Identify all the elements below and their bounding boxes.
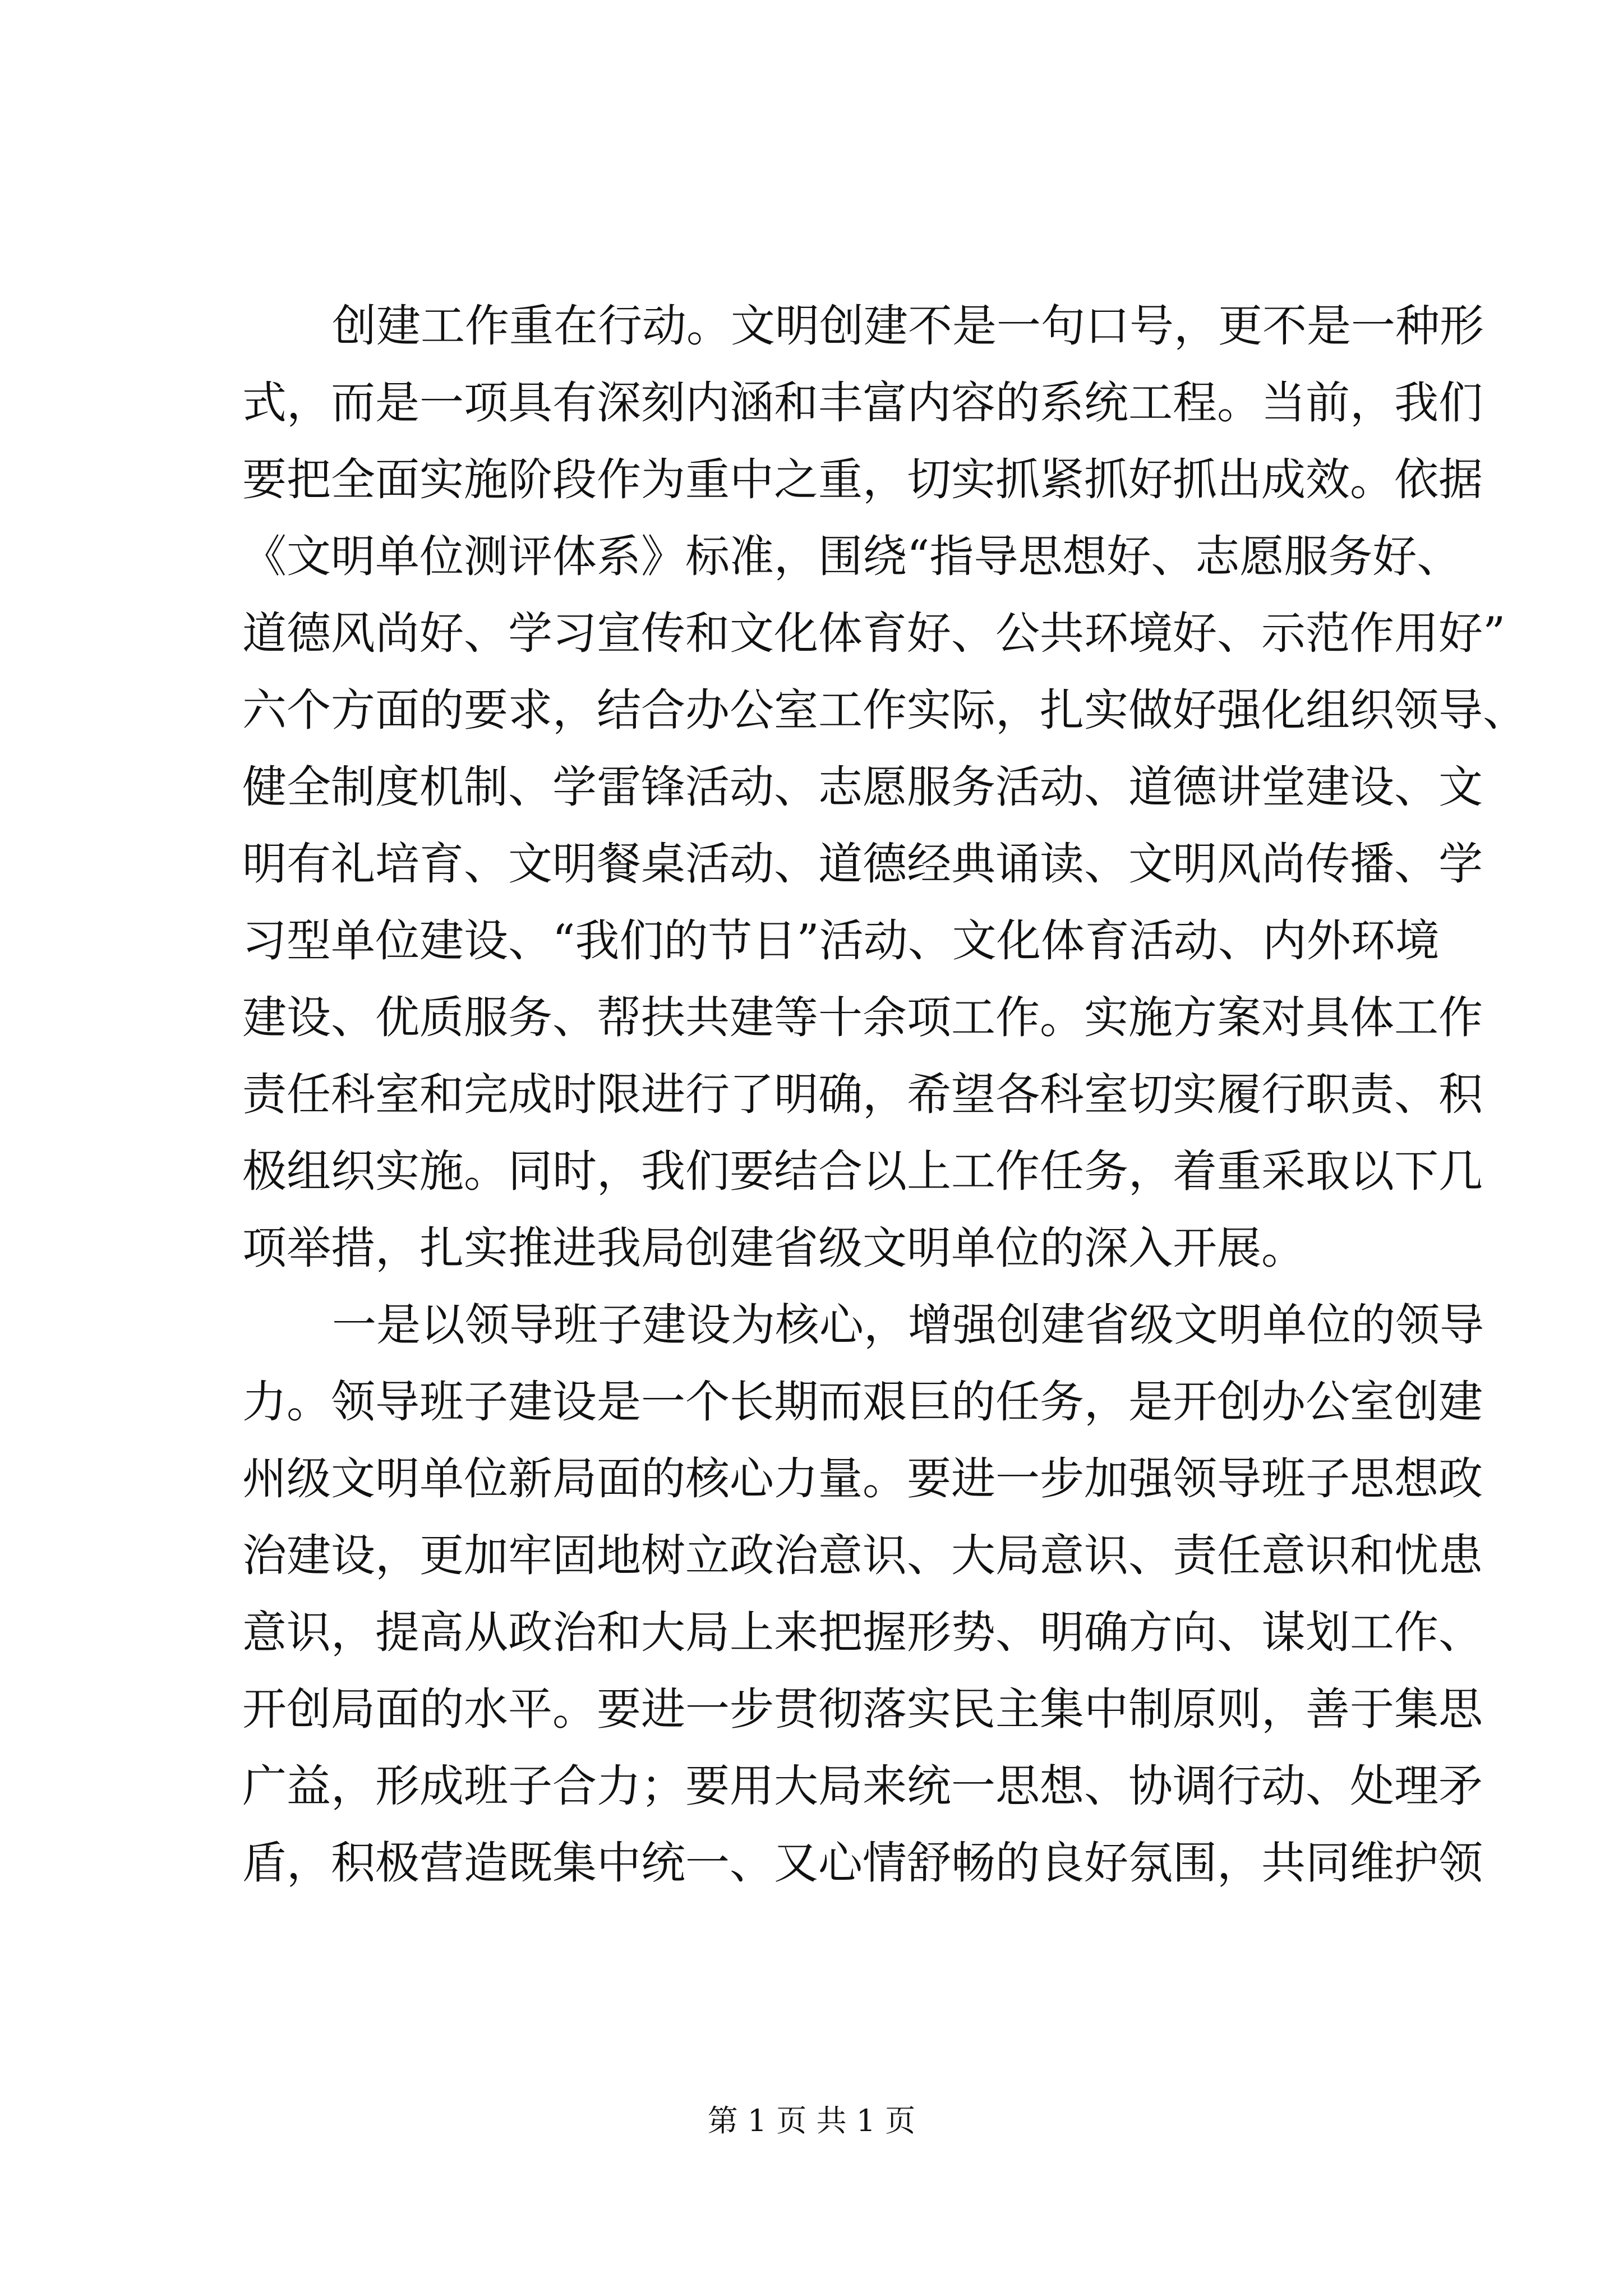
text-line: 《文明单位测评体系》标准，围绕“指导思想好、志愿服务好、 [242, 531, 1461, 582]
text-line: 道德风尚好、学习宣传和文化体育好、公共环境好、示范作用好” [242, 608, 1506, 659]
text-line: 盾，积极营造既集中统一、又心情舒畅的良好氛围，共同维护领 [242, 1837, 1483, 1889]
text-line: 一是以领导班子建设为核心，增强创建省级文明单位的领导 [332, 1299, 1484, 1351]
text-line: 治建设，更加牢固地树立政治意识、大局意识、责任意识和忧患 [242, 1530, 1483, 1581]
text-line: 明有礼培育、文明餐桌活动、道德经典诵读、文明风尚传播、学 [242, 838, 1483, 890]
page-number: 第 1 页 共 1 页 [707, 2103, 916, 2138]
text-line: 意识，提高从政治和大局上来把握形势、明确方向、谋划工作、 [242, 1607, 1483, 1658]
text-line: 要把全面实施阶段作为重中之重，切实抓紧抓好抓出成效。依据 [242, 454, 1483, 505]
text-line: 式，而是一项具有深刻内涵和丰富内容的系统工程。当前，我们 [242, 377, 1483, 429]
page-footer [0, 2101, 1623, 2141]
text-line: 极组织实施。同时，我们要结合以上工作任务，着重采取以下几 [242, 1145, 1483, 1197]
text-line: 力。领导班子建设是一个长期而艰巨的任务，是开创办公室创建 [242, 1376, 1483, 1428]
text-line: 开创局面的水平。要进一步贯彻落实民主集中制原则，善于集思 [242, 1683, 1483, 1735]
text-line: 六个方面的要求，结合办公室工作实际，扎实做好强化组织领导、 [242, 684, 1527, 736]
document-body [242, 288, 1527, 1902]
text-line: 项举措，扎实推进我局创建省级文明单位的深入开展。 [242, 1222, 1306, 1274]
text-line: 习型单位建设、“我们的节日”活动、文化体育活动、内外环境 [242, 915, 1440, 967]
text-line: 建设、优质服务、帮扶共建等十余项工作。实施方案对具体工作 [242, 992, 1483, 1043]
text-line: 健全制度机制、学雷锋活动、志愿服务活动、道德讲堂建设、文 [242, 761, 1483, 813]
text-line: 创建工作重在行动。文明创建不是一句口号，更不是一种形 [332, 300, 1484, 352]
text-line: 广益，形成班子合力；要用大局来统一思想、协调行动、处理矛 [242, 1760, 1483, 1812]
text-line: 州级文明单位新局面的核心力量。要进一步加强领导班子思想政 [242, 1453, 1483, 1504]
text-line: 责任科室和完成时限进行了明确，希望各科室切实履行职责、积 [242, 1069, 1483, 1120]
